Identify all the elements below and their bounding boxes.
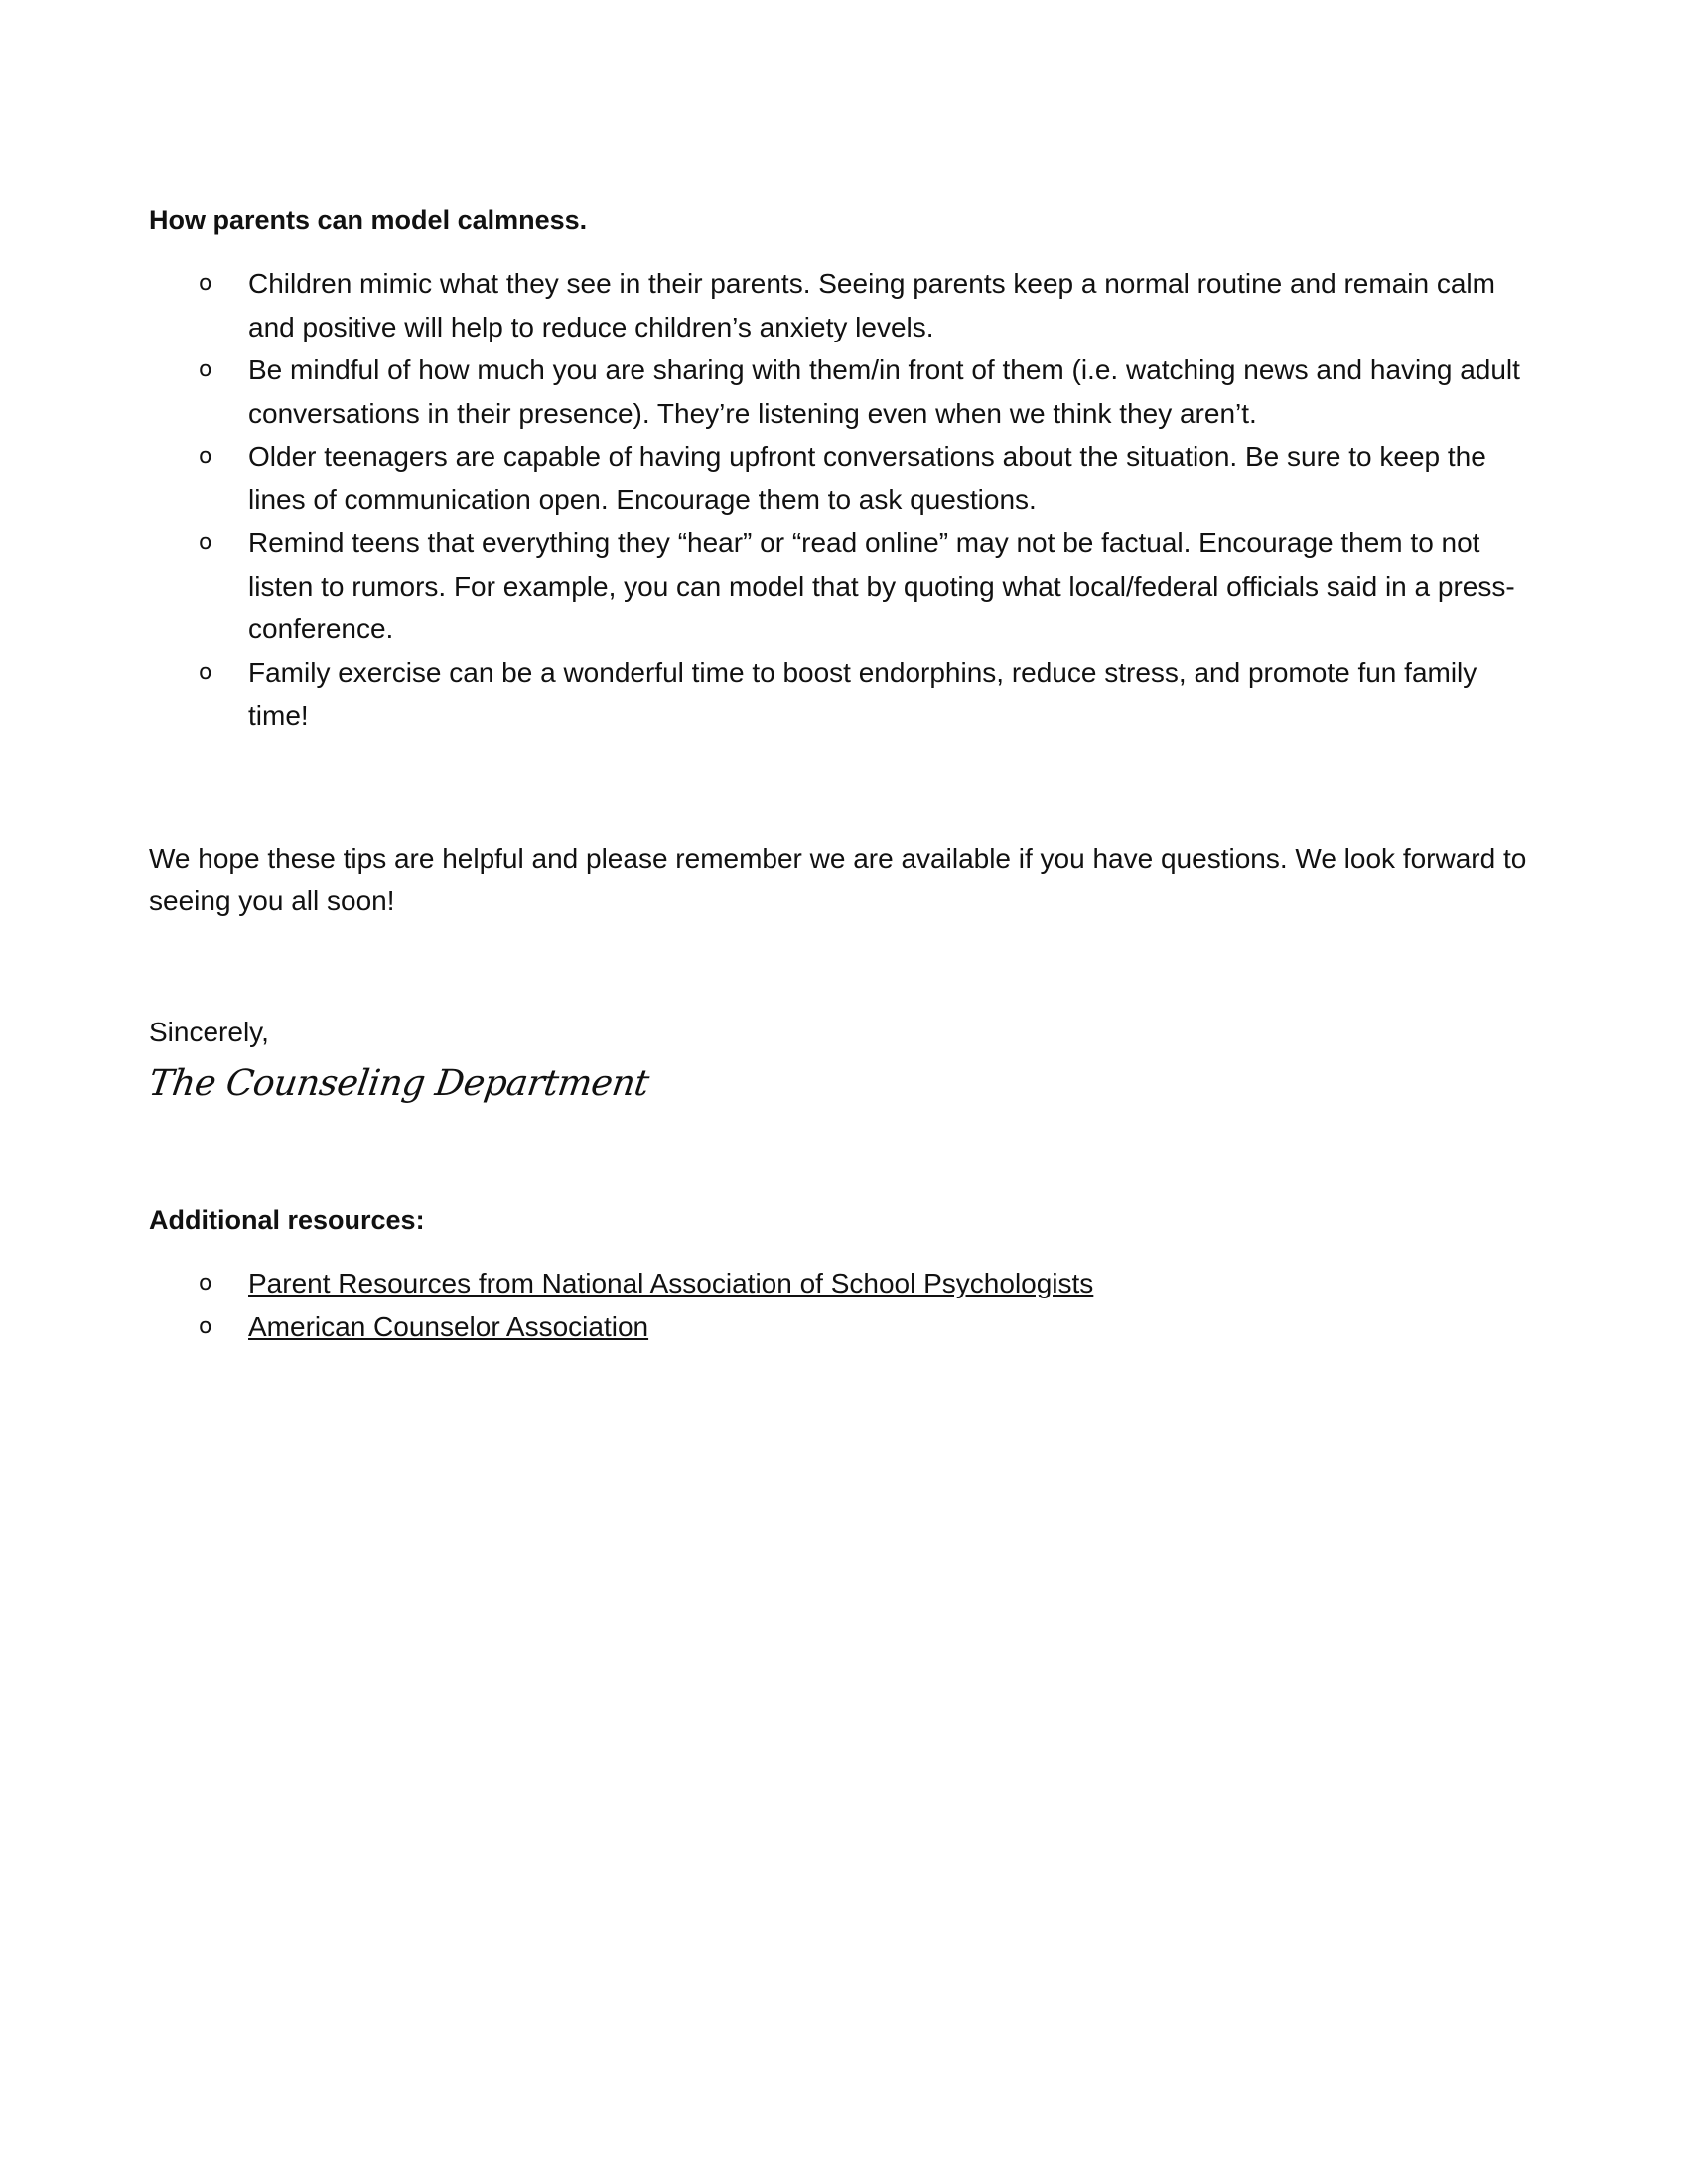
resources-heading: Additional resources:: [149, 1205, 425, 1235]
bullet-marker: o: [199, 659, 212, 685]
bullet-marker: o: [199, 1313, 212, 1339]
tip-text: Older teenagers are capable of having upfront conversations about the situation. Be sure to keep the lines of communication open. Encourage them to ask questions.: [248, 441, 1486, 515]
list-item: [149, 262, 1539, 348]
list-item: [149, 1262, 1539, 1305]
bullet-marker: o: [199, 530, 212, 555]
bullet-marker: o: [199, 357, 212, 382]
tip-text: Family exercise can be a wonderful time to boost endorphins, reduce stress, and promote fun family time!: [248, 656, 1477, 731]
list-item: [149, 521, 1539, 651]
list-item: [149, 348, 1539, 435]
bullet-marker: o: [199, 444, 212, 469]
bullet-marker: o: [199, 271, 212, 296]
tips-list: [149, 262, 1539, 738]
letter-body: [146, 199, 1539, 1348]
signature: The Counseling Department: [146, 1063, 651, 1104]
bullet-marker: o: [199, 1271, 212, 1296]
american-counselor-association-link[interactable]: American Counselor Association: [248, 1310, 649, 1342]
closing-paragraph: We hope these tips are helpful and please remember we are available if you have questions. We look forward to seeing you all soon!: [149, 842, 1527, 916]
resources-list: [149, 1262, 1539, 1348]
section-heading: How parents can model calmness.: [149, 205, 588, 235]
tip-text: Remind teens that everything they “hear” or “read online” may not be factual. Encourage them to not listen to rumors. For example, you can model that by quoting what local/federal officials said in a press-conference.: [248, 527, 1515, 644]
tip-text: Children mimic what they see in their parents. Seeing parents keep a normal routine and remain calm and positive will help to reduce children’s anxiety levels.: [248, 268, 1495, 342]
list-item: [149, 435, 1539, 521]
nasp-parent-resources-link[interactable]: Parent Resources from National Association of School Psychologists: [248, 1268, 1094, 1298]
tip-text: Be mindful of how much you are sharing with them/in front of them (i.e. watching news and having adult conversations in their presence). They’re listening even when we think they aren’t.: [248, 354, 1520, 429]
list-item: [149, 651, 1539, 738]
list-item: [149, 1305, 1539, 1349]
sign-off: Sincerely,: [149, 1016, 269, 1047]
